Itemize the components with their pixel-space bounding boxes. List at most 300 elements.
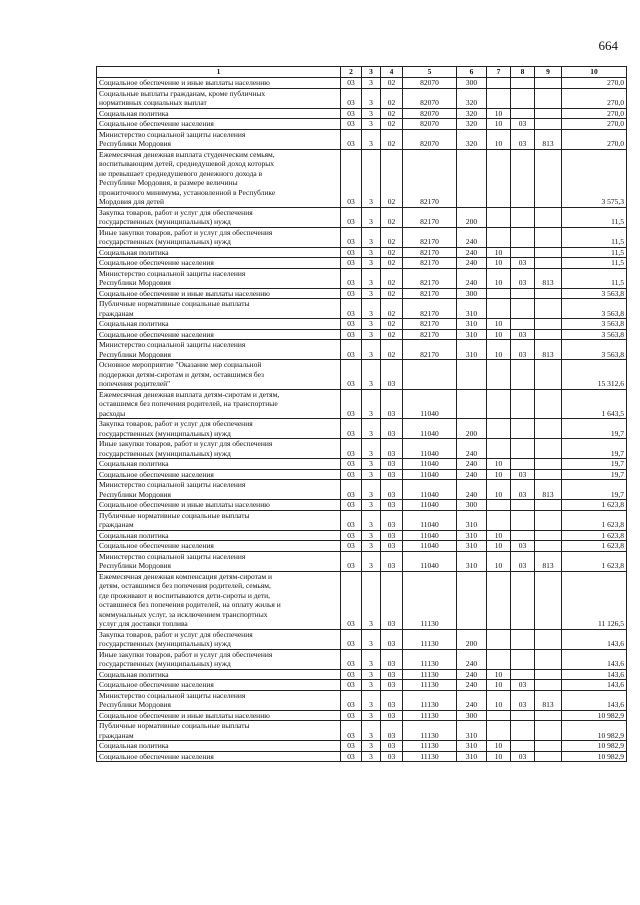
- cell-code-7: [487, 288, 511, 299]
- cell-code-4: 03: [381, 459, 403, 470]
- cell-code-6: [457, 360, 487, 390]
- cell-code-8: [511, 360, 535, 390]
- cell-code-9: [535, 360, 562, 390]
- cell-code-3: 3: [362, 149, 381, 207]
- table-row: [97, 551, 627, 571]
- cell-code-7: 10: [487, 541, 511, 552]
- cell-code-5: 82070: [403, 88, 457, 108]
- cell-code-8: 03: [511, 480, 535, 500]
- cell-code-6: 320: [457, 108, 487, 119]
- cell-code-9: [535, 389, 562, 419]
- cell-code-2: 03: [341, 541, 362, 552]
- cell-code-4: 03: [381, 541, 403, 552]
- cell-amount: 10 982,9: [562, 710, 627, 721]
- cell-code-5: 82170: [403, 227, 457, 247]
- table-row: [97, 480, 627, 500]
- cell-code-5: 82170: [403, 319, 457, 330]
- cell-code-8: [511, 669, 535, 680]
- cell-code-6: 200: [457, 207, 487, 227]
- cell-code-9: [535, 329, 562, 340]
- cell-code-8: [511, 500, 535, 511]
- cell-code-7: 10: [487, 690, 511, 710]
- cell-code-2: 03: [341, 459, 362, 470]
- cell-code-9: 813: [535, 129, 562, 149]
- cell-code-7: 10: [487, 741, 511, 752]
- cell-code-6: 300: [457, 710, 487, 721]
- cell-code-6: [457, 149, 487, 207]
- row-name-cell: Социальные выплаты гражданам, кроме публичных нормативных социальных выплат: [97, 88, 341, 108]
- cell-code-5: 11040: [403, 480, 457, 500]
- cell-code-6: [457, 389, 487, 419]
- cell-amount: 3 563,8: [562, 319, 627, 330]
- cell-code-6: 320: [457, 129, 487, 149]
- cell-code-3: 3: [362, 129, 381, 149]
- row-name-cell: Иные закупки товаров, работ и услуг для обеспечения государственных (муниципальных) нужд: [97, 439, 341, 459]
- cell-code-6: 310: [457, 551, 487, 571]
- cell-code-5: 11130: [403, 680, 457, 691]
- cell-code-9: [535, 108, 562, 119]
- cell-code-3: 3: [362, 227, 381, 247]
- cell-code-4: 03: [381, 510, 403, 530]
- cell-code-3: 3: [362, 510, 381, 530]
- cell-code-2: 03: [341, 751, 362, 762]
- cell-amount: 3 563,8: [562, 288, 627, 299]
- cell-code-4: 03: [381, 741, 403, 752]
- cell-code-2: 03: [341, 439, 362, 459]
- cell-code-6: 320: [457, 88, 487, 108]
- cell-code-6: 300: [457, 500, 487, 511]
- cell-code-3: 3: [362, 680, 381, 691]
- cell-code-3: 3: [362, 439, 381, 459]
- cell-code-7: [487, 419, 511, 439]
- cell-code-5: 11130: [403, 751, 457, 762]
- cell-code-5: 11040: [403, 500, 457, 511]
- cell-code-9: [535, 629, 562, 649]
- table-row: [97, 340, 627, 360]
- column-header: 7: [487, 67, 511, 78]
- cell-code-3: 3: [362, 741, 381, 752]
- cell-amount: 270,0: [562, 88, 627, 108]
- cell-code-6: 240: [457, 459, 487, 470]
- cell-amount: 11,5: [562, 247, 627, 258]
- row-name-cell: Публичные нормативные социальные выплаты гражданам: [97, 721, 341, 741]
- row-name-cell: Социальное обеспечение населения: [97, 329, 341, 340]
- table-row: [97, 680, 627, 691]
- cell-code-9: [535, 721, 562, 741]
- cell-code-9: [535, 710, 562, 721]
- cell-code-4: 03: [381, 751, 403, 762]
- cell-code-4: 02: [381, 207, 403, 227]
- row-name-cell: Социальная политика: [97, 247, 341, 258]
- cell-code-3: 3: [362, 247, 381, 258]
- cell-code-8: [511, 299, 535, 319]
- cell-code-3: 3: [362, 119, 381, 130]
- cell-code-2: 03: [341, 319, 362, 330]
- cell-code-8: [511, 88, 535, 108]
- cell-code-3: 3: [362, 541, 381, 552]
- row-name-cell: Министерство социальной защиты населения Республики Мордовия: [97, 340, 341, 360]
- cell-code-9: [535, 669, 562, 680]
- column-header: 1: [97, 67, 341, 78]
- table-row: [97, 710, 627, 721]
- cell-code-8: [511, 649, 535, 669]
- cell-code-8: 03: [511, 680, 535, 691]
- cell-code-5: 11130: [403, 571, 457, 629]
- cell-code-7: [487, 571, 511, 629]
- cell-code-9: [535, 288, 562, 299]
- cell-code-4: 02: [381, 319, 403, 330]
- cell-amount: 11,5: [562, 227, 627, 247]
- cell-amount: 143,6: [562, 649, 627, 669]
- cell-code-5: 82170: [403, 299, 457, 319]
- cell-code-4: 02: [381, 78, 403, 89]
- cell-code-7: [487, 299, 511, 319]
- cell-code-7: 10: [487, 669, 511, 680]
- cell-code-4: 02: [381, 299, 403, 319]
- column-header: 3: [362, 67, 381, 78]
- cell-code-7: 10: [487, 119, 511, 130]
- cell-code-4: 03: [381, 680, 403, 691]
- cell-code-5: 82070: [403, 108, 457, 119]
- cell-code-2: 03: [341, 329, 362, 340]
- cell-code-9: [535, 78, 562, 89]
- cell-code-6: 310: [457, 319, 487, 330]
- row-name-cell: Социальное обеспечение и иные выплаты населению: [97, 500, 341, 511]
- cell-code-9: [535, 207, 562, 227]
- cell-code-4: 03: [381, 721, 403, 741]
- table-row: [97, 629, 627, 649]
- row-name-cell: Социальное обеспечение населения: [97, 751, 341, 762]
- cell-code-5: 82170: [403, 268, 457, 288]
- table-row: [97, 571, 627, 629]
- cell-code-9: [535, 299, 562, 319]
- cell-code-9: [535, 319, 562, 330]
- cell-code-5: 11040: [403, 439, 457, 459]
- cell-code-5: 82170: [403, 207, 457, 227]
- cell-code-7: [487, 88, 511, 108]
- cell-code-8: 03: [511, 329, 535, 340]
- cell-code-3: 3: [362, 571, 381, 629]
- cell-amount: 1 623,8: [562, 510, 627, 530]
- cell-code-6: [457, 571, 487, 629]
- row-name-cell: Социальное обеспечение и иные выплаты населению: [97, 288, 341, 299]
- cell-amount: 1 643,5: [562, 389, 627, 419]
- cell-code-7: 10: [487, 480, 511, 500]
- cell-code-7: 10: [487, 268, 511, 288]
- row-name-cell: Иные закупки товаров, работ и услуг для обеспечения государственных (муниципальных) нужд: [97, 649, 341, 669]
- table-row: [97, 510, 627, 530]
- cell-code-7: [487, 710, 511, 721]
- cell-code-3: 3: [362, 288, 381, 299]
- cell-code-2: 03: [341, 299, 362, 319]
- cell-code-4: 03: [381, 469, 403, 480]
- cell-code-6: 240: [457, 227, 487, 247]
- cell-code-2: 03: [341, 389, 362, 419]
- cell-code-3: 3: [362, 389, 381, 419]
- cell-code-6: 240: [457, 469, 487, 480]
- cell-code-5: 11040: [403, 459, 457, 470]
- cell-amount: 1 623,8: [562, 551, 627, 571]
- row-name-cell: Социальное обеспечение населения: [97, 680, 341, 691]
- row-name-cell: Иные закупки товаров, работ и услуг для обеспечения государственных (муниципальных) нужд: [97, 227, 341, 247]
- cell-code-6: 310: [457, 510, 487, 530]
- cell-code-2: 03: [341, 227, 362, 247]
- table-row: [97, 319, 627, 330]
- cell-code-2: 03: [341, 129, 362, 149]
- cell-code-6: 310: [457, 741, 487, 752]
- cell-code-5: 11040: [403, 389, 457, 419]
- cell-amount: 11,5: [562, 268, 627, 288]
- cell-code-2: 03: [341, 268, 362, 288]
- cell-code-2: 03: [341, 119, 362, 130]
- cell-code-7: [487, 721, 511, 741]
- cell-amount: 1 623,8: [562, 530, 627, 541]
- cell-code-9: 813: [535, 340, 562, 360]
- cell-amount: 143,6: [562, 629, 627, 649]
- row-name-cell: Социальное обеспечение и иные выплаты населению: [97, 710, 341, 721]
- cell-code-5: 82070: [403, 78, 457, 89]
- cell-code-7: 10: [487, 129, 511, 149]
- cell-code-9: [535, 88, 562, 108]
- cell-code-3: 3: [362, 469, 381, 480]
- budget-table: [96, 66, 627, 762]
- table-row: [97, 360, 627, 390]
- row-name-cell: Закупка товаров, работ и услуг для обеспечения государственных (муниципальных) нужд: [97, 419, 341, 439]
- cell-code-7: [487, 78, 511, 89]
- cell-code-9: 813: [535, 480, 562, 500]
- table-row: [97, 469, 627, 480]
- row-name-cell: Закупка товаров, работ и услуг для обеспечения государственных (муниципальных) нужд: [97, 629, 341, 649]
- row-name-cell: Ежемесячная денежная компенсация детям-сиротам и детям, оставшимся без попечения родителей, семьям, где проживают и воспитываются дети-сироты и дети, оставшиеся без попечения родителей, на оплату жилья и коммунальных услуг, за исключением транспортных услуг для доставки топлива: [97, 571, 341, 629]
- cell-code-4: 03: [381, 419, 403, 439]
- cell-code-8: 03: [511, 129, 535, 149]
- cell-code-2: 03: [341, 108, 362, 119]
- column-header: 8: [511, 67, 535, 78]
- cell-code-9: [535, 751, 562, 762]
- cell-code-3: 3: [362, 319, 381, 330]
- cell-code-2: 03: [341, 551, 362, 571]
- cell-amount: 19,7: [562, 439, 627, 459]
- cell-code-5: 11130: [403, 690, 457, 710]
- cell-code-6: 240: [457, 690, 487, 710]
- cell-code-8: 03: [511, 119, 535, 130]
- cell-amount: 11,5: [562, 207, 627, 227]
- cell-code-7: 10: [487, 530, 511, 541]
- cell-amount: 270,0: [562, 78, 627, 89]
- cell-code-3: 3: [362, 207, 381, 227]
- cell-amount: 143,6: [562, 680, 627, 691]
- cell-code-2: 03: [341, 571, 362, 629]
- row-name-cell: Закупка товаров, работ и услуг для обеспечения государственных (муниципальных) нужд: [97, 207, 341, 227]
- row-name-cell: Социальное обеспечение населения: [97, 541, 341, 552]
- cell-code-7: [487, 629, 511, 649]
- cell-code-3: 3: [362, 629, 381, 649]
- cell-code-2: 03: [341, 149, 362, 207]
- cell-code-6: 240: [457, 268, 487, 288]
- cell-code-3: 3: [362, 88, 381, 108]
- cell-code-9: [535, 258, 562, 269]
- cell-code-4: 02: [381, 88, 403, 108]
- cell-code-7: 10: [487, 680, 511, 691]
- cell-code-4: 02: [381, 119, 403, 130]
- cell-code-2: 03: [341, 419, 362, 439]
- cell-code-4: 02: [381, 108, 403, 119]
- cell-code-2: 03: [341, 680, 362, 691]
- cell-code-4: 03: [381, 480, 403, 500]
- cell-code-7: 10: [487, 340, 511, 360]
- cell-code-5: 82170: [403, 149, 457, 207]
- cell-code-5: 11130: [403, 741, 457, 752]
- cell-code-5: 11130: [403, 710, 457, 721]
- cell-code-8: [511, 227, 535, 247]
- cell-code-9: [535, 541, 562, 552]
- table-row: [97, 439, 627, 459]
- row-name-cell: Социальное обеспечение населения: [97, 119, 341, 130]
- cell-code-8: [511, 419, 535, 439]
- cell-code-2: 03: [341, 669, 362, 680]
- cell-code-4: 02: [381, 288, 403, 299]
- cell-code-2: 03: [341, 78, 362, 89]
- table-row: [97, 541, 627, 552]
- cell-code-4: 03: [381, 690, 403, 710]
- cell-code-5: 11130: [403, 669, 457, 680]
- cell-code-5: 82170: [403, 258, 457, 269]
- cell-code-3: 3: [362, 360, 381, 390]
- cell-code-6: 310: [457, 541, 487, 552]
- cell-code-4: 03: [381, 530, 403, 541]
- cell-code-2: 03: [341, 510, 362, 530]
- cell-code-8: [511, 319, 535, 330]
- cell-code-2: 03: [341, 741, 362, 752]
- row-name-cell: Публичные нормативные социальные выплаты гражданам: [97, 510, 341, 530]
- table-row: [97, 500, 627, 511]
- cell-code-9: 813: [535, 268, 562, 288]
- cell-amount: 10 982,9: [562, 751, 627, 762]
- cell-code-2: 03: [341, 710, 362, 721]
- cell-code-4: 03: [381, 710, 403, 721]
- cell-code-4: 03: [381, 500, 403, 511]
- cell-code-9: [535, 459, 562, 470]
- cell-code-5: 11040: [403, 419, 457, 439]
- row-name-cell: Социальное обеспечение и иные выплаты населению: [97, 78, 341, 89]
- cell-code-9: [535, 419, 562, 439]
- row-name-cell: Ежемесячная денежная выплата студенческим семьям, воспитывающим детей, среднедушевой доход которых не превышает среднедушевого денежного дохода в Республике Мордовия, в размере величины прожиточного минимума, установленной в Республике Мордовия для детей: [97, 149, 341, 207]
- table-row: [97, 299, 627, 319]
- cell-code-4: 03: [381, 669, 403, 680]
- row-name-cell: Министерство социальной защиты населения Республики Мордовия: [97, 129, 341, 149]
- cell-code-3: 3: [362, 299, 381, 319]
- cell-code-7: 10: [487, 551, 511, 571]
- table-row: [97, 258, 627, 269]
- cell-code-2: 03: [341, 721, 362, 741]
- cell-amount: 3 575,3: [562, 149, 627, 207]
- cell-code-4: 02: [381, 129, 403, 149]
- table-row: [97, 669, 627, 680]
- cell-code-3: 3: [362, 78, 381, 89]
- cell-code-8: [511, 721, 535, 741]
- cell-code-9: [535, 571, 562, 629]
- cell-code-5: 11130: [403, 721, 457, 741]
- row-name-cell: Социальная политика: [97, 741, 341, 752]
- cell-code-6: 240: [457, 247, 487, 258]
- cell-code-8: 03: [511, 258, 535, 269]
- table-row: [97, 247, 627, 258]
- cell-code-9: [535, 469, 562, 480]
- table-row: [97, 649, 627, 669]
- table-row: [97, 88, 627, 108]
- cell-code-3: 3: [362, 340, 381, 360]
- cell-code-7: 10: [487, 247, 511, 258]
- table-header-row: [97, 67, 627, 78]
- cell-code-6: 240: [457, 258, 487, 269]
- table-row: [97, 78, 627, 89]
- cell-code-8: 03: [511, 551, 535, 571]
- row-name-cell: Основное мероприятие "Оказание мер социальной поддержки детям-сиротам и детям, оставшимся без попечения родителей": [97, 360, 341, 390]
- cell-amount: 19,7: [562, 459, 627, 470]
- table-row: [97, 108, 627, 119]
- cell-code-8: [511, 510, 535, 530]
- cell-code-6: 310: [457, 751, 487, 762]
- cell-code-7: [487, 207, 511, 227]
- row-name-cell: Министерство социальной защиты населения Республики Мордовия: [97, 268, 341, 288]
- cell-code-3: 3: [362, 108, 381, 119]
- cell-code-8: [511, 108, 535, 119]
- row-name-cell: Министерство социальной защиты населения Республики Мордовия: [97, 690, 341, 710]
- cell-code-5: 82170: [403, 288, 457, 299]
- cell-code-5: 82070: [403, 119, 457, 130]
- cell-code-3: 3: [362, 480, 381, 500]
- cell-amount: 3 563,8: [562, 299, 627, 319]
- cell-code-2: 03: [341, 500, 362, 511]
- cell-code-3: 3: [362, 329, 381, 340]
- cell-code-8: [511, 459, 535, 470]
- table-row: [97, 227, 627, 247]
- cell-code-2: 03: [341, 360, 362, 390]
- cell-code-6: 240: [457, 649, 487, 669]
- cell-code-8: 03: [511, 690, 535, 710]
- cell-code-2: 03: [341, 469, 362, 480]
- cell-code-8: [511, 530, 535, 541]
- cell-code-7: 10: [487, 469, 511, 480]
- cell-code-7: [487, 649, 511, 669]
- cell-code-4: 03: [381, 571, 403, 629]
- table-row: [97, 129, 627, 149]
- cell-amount: 270,0: [562, 119, 627, 130]
- cell-amount: 3 563,8: [562, 340, 627, 360]
- cell-code-9: [535, 741, 562, 752]
- table-row: [97, 268, 627, 288]
- cell-code-6: 310: [457, 329, 487, 340]
- cell-code-2: 03: [341, 480, 362, 500]
- cell-amount: 1 623,8: [562, 541, 627, 552]
- cell-code-5: 11040: [403, 530, 457, 541]
- cell-code-5: 11040: [403, 469, 457, 480]
- cell-code-2: 03: [341, 649, 362, 669]
- table-row: [97, 741, 627, 752]
- cell-code-6: 240: [457, 439, 487, 459]
- column-header: 6: [457, 67, 487, 78]
- cell-code-3: 3: [362, 751, 381, 762]
- cell-code-8: [511, 741, 535, 752]
- cell-code-9: [535, 227, 562, 247]
- cell-code-6: 200: [457, 419, 487, 439]
- cell-amount: 19,7: [562, 469, 627, 480]
- row-name-cell: Социальная политика: [97, 459, 341, 470]
- cell-code-2: 03: [341, 207, 362, 227]
- row-name-cell: Социальное обеспечение населения: [97, 469, 341, 480]
- cell-code-3: 3: [362, 690, 381, 710]
- cell-code-7: 10: [487, 108, 511, 119]
